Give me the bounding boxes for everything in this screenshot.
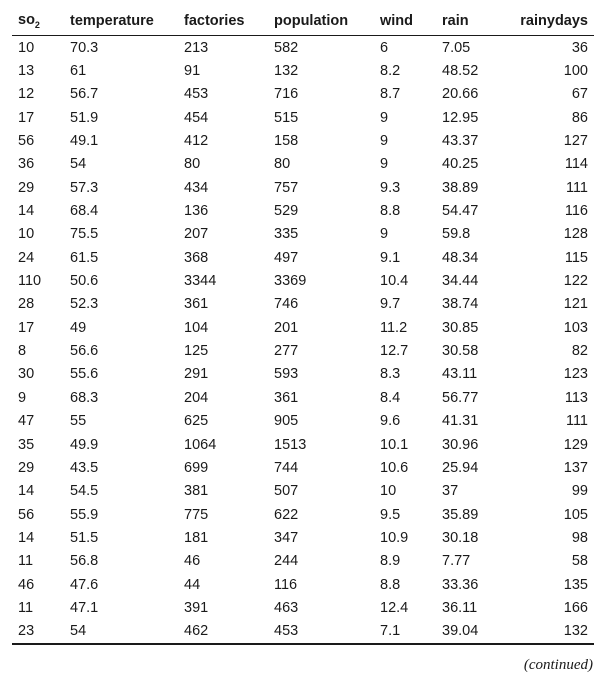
cell-factories: 368 xyxy=(184,249,209,266)
cell-wind: 10 xyxy=(380,483,397,500)
column-header-so2 xyxy=(12,7,64,36)
cell-factories: 412 xyxy=(184,133,209,150)
cell-rainydays: 111 xyxy=(565,179,588,196)
cell-wind: 9.3 xyxy=(380,179,401,196)
column-header-label: temperature xyxy=(70,13,154,29)
table-row xyxy=(12,456,594,479)
cell-rain: 20.66 xyxy=(442,86,479,103)
cell-population: 497 xyxy=(274,249,299,266)
cell-population: 1513 xyxy=(274,436,307,453)
cell-rain: 35.89 xyxy=(442,506,479,523)
cell-rain: 38.89 xyxy=(442,179,479,196)
cell-factories: 125 xyxy=(184,343,209,360)
cell-factories: 625 xyxy=(184,413,209,430)
cell-so2: 14 xyxy=(18,529,35,546)
cell-rainydays: 122 xyxy=(563,273,588,290)
table-row xyxy=(12,316,594,339)
cell-temperature: 61.5 xyxy=(70,249,99,266)
cell-factories: 44 xyxy=(184,576,201,593)
cell-rainydays: 166 xyxy=(563,599,588,616)
cell-so2: 10 xyxy=(18,39,35,56)
cell-temperature: 56.7 xyxy=(70,86,99,103)
cell-factories: 391 xyxy=(184,599,209,616)
cell-rainydays: 58 xyxy=(571,553,588,570)
cell-rainydays: 127 xyxy=(563,133,588,150)
cell-rainydays: 128 xyxy=(563,226,588,243)
cell-rain: 43.11 xyxy=(442,366,478,383)
cell-temperature: 75.5 xyxy=(70,226,99,243)
cell-wind: 9.7 xyxy=(380,296,401,313)
cell-factories: 80 xyxy=(184,156,201,173)
table-row xyxy=(12,269,594,292)
column-header-label: factories xyxy=(184,13,245,29)
table-row xyxy=(12,526,594,549)
cell-temperature: 61 xyxy=(70,63,87,80)
cell-rain: 56.77 xyxy=(442,389,479,406)
table-row xyxy=(12,176,594,199)
cell-wind: 8.4 xyxy=(380,389,401,406)
cell-rain: 54.47 xyxy=(442,203,479,220)
cell-so2: 29 xyxy=(18,459,35,476)
table-row xyxy=(12,363,594,386)
cell-so2: 17 xyxy=(18,319,35,336)
cell-population: 905 xyxy=(274,413,299,430)
cell-factories: 291 xyxy=(184,366,209,383)
cell-temperature: 57.3 xyxy=(70,179,99,196)
cell-rainydays: 111 xyxy=(565,413,588,430)
column-header-label: rainydays xyxy=(520,13,588,29)
cell-rainydays: 116 xyxy=(564,203,588,220)
cell-rain: 30.18 xyxy=(442,529,479,546)
cell-wind: 7.1 xyxy=(374,620,436,644)
cell-population: 757 xyxy=(274,179,299,196)
cell-so2: 35 xyxy=(18,436,35,453)
cell-factories: 775 xyxy=(184,506,209,523)
cell-temperature: 49 xyxy=(70,319,87,336)
cell-rain: 39.04 xyxy=(436,620,506,644)
data-table xyxy=(12,7,594,645)
cell-wind: 8.8 xyxy=(380,576,401,593)
cell-temperature: 70.3 xyxy=(70,39,99,56)
cell-rain: 48.34 xyxy=(442,249,479,266)
cell-rainydays: 114 xyxy=(564,156,588,173)
cell-factories: 104 xyxy=(184,319,209,336)
table-row xyxy=(12,550,594,573)
cell-rainydays: 115 xyxy=(564,249,588,266)
cell-wind: 9 xyxy=(380,226,389,243)
cell-so2: 10 xyxy=(18,226,35,243)
column-header-label: population xyxy=(274,13,349,29)
cell-wind: 9 xyxy=(380,156,389,173)
column-header-subscript: 2 xyxy=(34,19,40,30)
table-row xyxy=(12,199,594,222)
table-row xyxy=(12,433,594,456)
cell-rainydays: 103 xyxy=(563,319,588,336)
cell-rainydays: 98 xyxy=(571,529,588,546)
cell-wind: 8.9 xyxy=(380,553,401,570)
cell-rain: 43.37 xyxy=(442,133,479,150)
cell-temperature: 68.4 xyxy=(70,203,99,220)
table-row xyxy=(12,480,594,503)
cell-so2: 14 xyxy=(18,203,35,220)
column-header-label: rain xyxy=(442,13,469,29)
cell-temperature: 56.8 xyxy=(70,553,99,570)
cell-rainydays: 132 xyxy=(506,620,594,644)
cell-rainydays: 137 xyxy=(563,459,588,476)
cell-so2: 14 xyxy=(18,483,35,500)
continued-note: (continued) xyxy=(523,657,593,673)
cell-wind: 6 xyxy=(380,39,389,56)
cell-wind: 9 xyxy=(380,133,389,150)
cell-temperature: 51.9 xyxy=(70,109,99,126)
cell-population: 746 xyxy=(274,296,299,313)
cell-factories: 361 xyxy=(184,296,209,313)
cell-factories: 462 xyxy=(178,620,268,644)
cell-factories: 454 xyxy=(184,109,209,126)
cell-so2: 36 xyxy=(18,156,35,173)
cell-so2: 24 xyxy=(18,249,35,266)
column-header-label: wind xyxy=(380,13,414,29)
cell-rain: 36.11 xyxy=(442,599,478,616)
table-row xyxy=(12,620,594,644)
cell-factories: 453 xyxy=(184,86,209,103)
column-header-factories xyxy=(178,7,268,36)
cell-so2: 46 xyxy=(18,576,35,593)
table-row xyxy=(12,503,594,526)
cell-wind: 9 xyxy=(380,109,389,126)
table-row xyxy=(12,223,594,246)
cell-so2: 8 xyxy=(18,343,27,360)
table-row xyxy=(12,129,594,152)
column-header-population xyxy=(268,7,374,36)
cell-temperature: 50.6 xyxy=(70,273,99,290)
cell-rainydays: 100 xyxy=(563,63,588,80)
cell-rain: 40.25 xyxy=(442,156,479,173)
cell-population: 158 xyxy=(274,133,299,150)
table-header xyxy=(12,7,594,36)
cell-rain: 33.36 xyxy=(442,576,479,593)
cell-population: 361 xyxy=(274,389,299,406)
cell-rain: 30.85 xyxy=(442,319,479,336)
cell-factories: 207 xyxy=(184,226,209,243)
cell-rainydays: 105 xyxy=(563,506,588,523)
table-row xyxy=(12,59,594,82)
cell-rain: 37 xyxy=(442,483,459,500)
table-body xyxy=(12,36,594,644)
cell-factories: 699 xyxy=(184,459,209,476)
cell-wind: 12.7 xyxy=(380,343,409,360)
cell-rainydays: 121 xyxy=(563,296,588,313)
cell-temperature: 54 xyxy=(70,156,87,173)
cell-population: 3369 xyxy=(274,273,307,290)
cell-factories: 434 xyxy=(184,179,209,196)
cell-population: 582 xyxy=(274,39,299,56)
cell-factories: 91 xyxy=(184,63,201,80)
cell-rainydays: 113 xyxy=(564,389,588,406)
cell-temperature: 49.9 xyxy=(70,436,99,453)
cell-wind: 8.7 xyxy=(380,86,401,103)
cell-factories: 3344 xyxy=(184,273,217,290)
header-row xyxy=(12,7,594,36)
cell-rainydays: 86 xyxy=(571,109,588,126)
cell-population: 277 xyxy=(274,343,299,360)
column-header-temperature xyxy=(64,7,178,36)
cell-population: 335 xyxy=(274,226,299,243)
table-row xyxy=(12,386,594,409)
cell-factories: 213 xyxy=(184,39,209,56)
cell-temperature: 43.5 xyxy=(70,459,99,476)
cell-temperature: 51.5 xyxy=(70,529,99,546)
cell-rainydays: 67 xyxy=(571,86,588,103)
cell-wind: 10.1 xyxy=(380,436,409,453)
cell-rainydays: 135 xyxy=(563,576,588,593)
cell-so2: 47 xyxy=(18,413,35,430)
cell-temperature: 55 xyxy=(70,413,87,430)
cell-population: 80 xyxy=(274,156,291,173)
cell-so2: 11 xyxy=(18,553,34,570)
column-header-rainydays xyxy=(506,7,594,36)
table-row xyxy=(12,293,594,316)
cell-wind: 10.6 xyxy=(380,459,409,476)
column-header-rain xyxy=(436,7,506,36)
cell-rainydays: 129 xyxy=(563,436,588,453)
cell-temperature: 55.6 xyxy=(70,366,99,383)
cell-so2: 56 xyxy=(18,133,35,150)
cell-factories: 1064 xyxy=(184,436,217,453)
cell-factories: 181 xyxy=(184,529,209,546)
cell-rainydays: 36 xyxy=(571,39,588,56)
cell-temperature: 49.1 xyxy=(70,133,99,150)
cell-factories: 136 xyxy=(184,203,209,220)
cell-population: 716 xyxy=(274,86,299,103)
cell-rain: 30.96 xyxy=(442,436,479,453)
cell-temperature: 68.3 xyxy=(70,389,99,406)
cell-population: 244 xyxy=(274,553,299,570)
table-row xyxy=(12,36,594,60)
cell-rain: 38.74 xyxy=(442,296,479,313)
cell-so2: 17 xyxy=(18,109,35,126)
table-row xyxy=(12,83,594,106)
cell-rainydays: 82 xyxy=(571,343,588,360)
column-header-wind xyxy=(374,7,436,36)
cell-so2: 110 xyxy=(18,273,42,290)
column-header-label: so xyxy=(18,12,35,29)
cell-wind: 11.2 xyxy=(380,319,408,336)
cell-rainydays: 123 xyxy=(563,366,588,383)
cell-population: 593 xyxy=(274,366,299,383)
cell-rain: 34.44 xyxy=(442,273,479,290)
table-row xyxy=(12,246,594,269)
cell-rain: 7.05 xyxy=(442,39,471,56)
cell-so2: 28 xyxy=(18,296,35,313)
cell-rain: 30.58 xyxy=(442,343,479,360)
cell-so2: 56 xyxy=(18,506,35,523)
cell-wind: 12.4 xyxy=(380,599,409,616)
cell-wind: 9.1 xyxy=(380,249,401,266)
table-row xyxy=(12,410,594,433)
cell-temperature: 56.6 xyxy=(70,343,99,360)
cell-temperature: 52.3 xyxy=(70,296,99,313)
cell-rain: 48.52 xyxy=(442,63,479,80)
cell-population: 744 xyxy=(274,459,299,476)
table-row xyxy=(12,573,594,596)
cell-so2: 11 xyxy=(18,599,34,616)
cell-wind: 10.9 xyxy=(380,529,409,546)
cell-rain: 41.31 xyxy=(442,413,479,430)
cell-factories: 204 xyxy=(184,389,209,406)
cell-wind: 9.5 xyxy=(380,506,401,523)
cell-temperature: 54 xyxy=(64,620,178,644)
cell-population: 529 xyxy=(274,203,299,220)
cell-wind: 8.2 xyxy=(380,63,401,80)
cell-population: 507 xyxy=(274,483,299,500)
cell-wind: 10.4 xyxy=(380,273,409,290)
cell-wind: 9.6 xyxy=(380,413,401,430)
cell-temperature: 47.1 xyxy=(70,599,99,616)
cell-rain: 59.8 xyxy=(442,226,471,243)
cell-population: 463 xyxy=(274,599,299,616)
cell-factories: 46 xyxy=(184,553,201,570)
cell-temperature: 55.9 xyxy=(70,506,99,523)
cell-so2: 23 xyxy=(12,620,64,644)
cell-so2: 12 xyxy=(18,86,35,103)
cell-population: 622 xyxy=(274,506,299,523)
cell-rain: 7.77 xyxy=(442,553,471,570)
cell-population: 132 xyxy=(274,63,299,80)
cell-so2: 13 xyxy=(18,63,35,80)
cell-population: 453 xyxy=(268,620,374,644)
table-row xyxy=(12,339,594,362)
cell-rain: 12.95 xyxy=(442,109,479,126)
cell-temperature: 47.6 xyxy=(70,576,99,593)
cell-so2: 30 xyxy=(18,366,35,383)
cell-population: 116 xyxy=(274,576,298,593)
cell-so2: 29 xyxy=(18,179,35,196)
cell-temperature: 54.5 xyxy=(70,483,99,500)
table-row xyxy=(12,106,594,129)
cell-rain: 25.94 xyxy=(442,459,479,476)
cell-factories: 381 xyxy=(184,483,209,500)
cell-wind: 8.8 xyxy=(380,203,401,220)
cell-population: 201 xyxy=(274,319,299,336)
table-row xyxy=(12,596,594,619)
cell-wind: 8.3 xyxy=(380,366,401,383)
cell-population: 515 xyxy=(274,109,299,126)
table-row xyxy=(12,153,594,176)
cell-rainydays: 99 xyxy=(571,483,588,500)
cell-so2: 9 xyxy=(18,389,27,406)
cell-population: 347 xyxy=(274,529,299,546)
